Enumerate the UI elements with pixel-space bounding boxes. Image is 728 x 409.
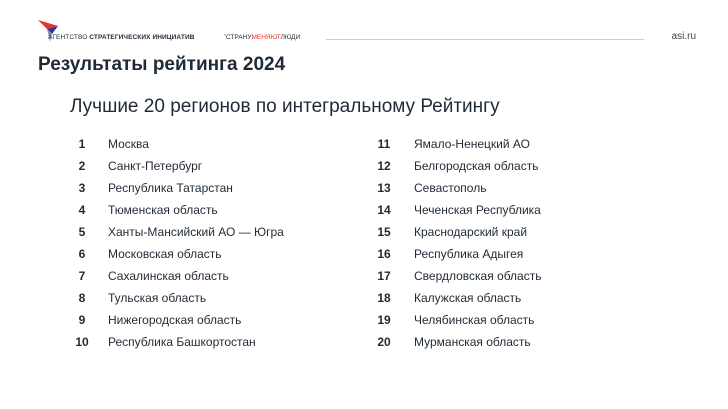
ranking-subtitle: Лучшие 20 регионов по интегральному Рейтингу bbox=[70, 96, 500, 117]
rank-number: 19 bbox=[377, 313, 391, 327]
region-name: Ханты-Мансийский АО — Югра bbox=[108, 225, 284, 239]
region-name: Белгородская область bbox=[414, 159, 539, 173]
organization-name: АГЕНТСТВО СТРАТЕГИЧЕСКИХ ИНИЦИАТИВ bbox=[48, 34, 195, 41]
rank-number: 5 bbox=[78, 225, 86, 239]
region-name: Севастополь bbox=[414, 181, 487, 195]
region-name: Челябинская область bbox=[414, 313, 535, 327]
rank-number: 14 bbox=[377, 203, 391, 217]
rank-number: 16 bbox=[377, 247, 391, 261]
rank-number: 18 bbox=[377, 291, 391, 305]
rank-number: 2 bbox=[78, 159, 86, 173]
rank-number: 4 bbox=[78, 203, 86, 217]
page-title: Результаты рейтинга 2024 bbox=[38, 54, 286, 75]
region-name: Республика Башкортостан bbox=[108, 335, 256, 349]
header-divider bbox=[326, 39, 644, 40]
region-name: Чеченская Республика bbox=[414, 203, 541, 217]
header bbox=[38, 20, 696, 42]
region-name: Нижегородская область bbox=[108, 313, 242, 327]
region-name: Республика Адыгея bbox=[414, 247, 524, 261]
region-name: Сахалинская область bbox=[108, 269, 229, 283]
region-name: Тюменская область bbox=[108, 203, 218, 217]
site-url: asi.ru bbox=[671, 31, 696, 42]
slogan: *СТРАНУМЕНЯЮТЛЮДИ bbox=[224, 34, 301, 41]
region-name: Ямало-Ненецкий АО bbox=[414, 137, 530, 151]
rank-number: 3 bbox=[78, 181, 86, 195]
region-name: Москва bbox=[108, 137, 149, 151]
rank-number: 15 bbox=[377, 225, 391, 239]
region-name: Краснодарский край bbox=[414, 225, 528, 239]
rank-number: 1 bbox=[78, 137, 86, 151]
region-name: Тульская область bbox=[108, 291, 207, 305]
rank-number: 9 bbox=[78, 313, 86, 327]
region-name: Московская область bbox=[108, 247, 222, 261]
rank-number: 20 bbox=[377, 335, 391, 349]
rank-number: 10 bbox=[75, 335, 89, 349]
region-name: Санкт-Петербург bbox=[108, 159, 203, 173]
rank-number: 8 bbox=[78, 291, 86, 305]
region-name: Калужская область bbox=[414, 291, 522, 305]
rank-number: 13 bbox=[377, 181, 391, 195]
rank-number: 11 bbox=[377, 137, 391, 151]
rank-number: 17 bbox=[377, 269, 391, 283]
region-name: Мурманская область bbox=[414, 335, 531, 349]
rank-number: 6 bbox=[78, 247, 86, 261]
region-name: Свердловская область bbox=[414, 269, 542, 283]
region-name: Республика Татарстан bbox=[108, 181, 233, 195]
rank-number: 7 bbox=[78, 269, 86, 283]
rank-number: 12 bbox=[377, 159, 391, 173]
